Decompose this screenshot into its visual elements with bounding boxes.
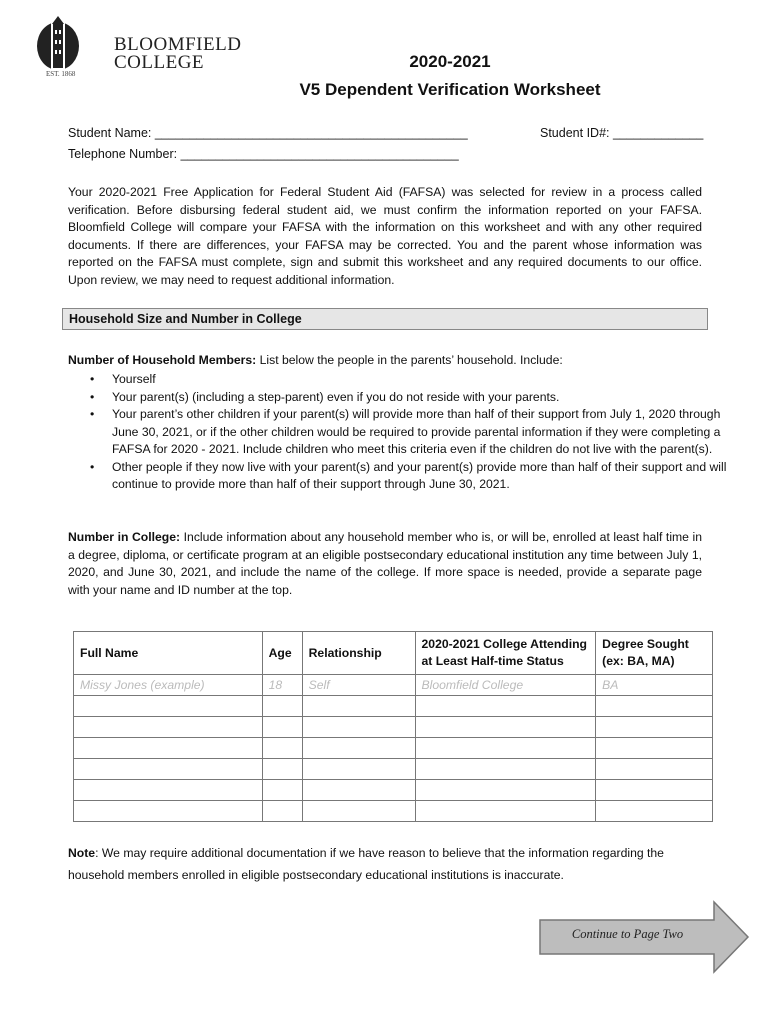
table-cell[interactable] (415, 801, 596, 822)
household-intro (68, 352, 702, 370)
header-college: 2020-2021 College Attending at Least Half-time Status (415, 632, 596, 675)
table-row[interactable] (74, 759, 713, 780)
college-paragraph (68, 529, 702, 599)
table-cell[interactable] (415, 696, 596, 717)
table-cell[interactable] (302, 738, 415, 759)
table-cell[interactable] (74, 738, 263, 759)
header-full-name: Full Name (74, 632, 263, 675)
table-cell[interactable] (74, 801, 263, 822)
college-label: Number in College: (68, 530, 181, 544)
note-text: : We may require additional documentation if we have reason to believe that the information regarding the household members enrolled in eligible postsecondary educational institutions is inaccurate. (68, 846, 664, 882)
household-label: Number of Household Members: (68, 353, 257, 367)
form-year: 2020-2021 (409, 52, 491, 71)
college-text: Include information about any household member who is, or will be, enrolled at least half time in a degree, diploma, or certificate program at an eligible postsecondary educational institution any time between July 1, 2020, and June 30, 2021, and include the name of the college. If more space is needed, provide a separate page with your name and ID number at the top. (68, 530, 702, 597)
table-cell[interactable] (74, 717, 263, 738)
table-cell[interactable] (74, 780, 263, 801)
table-cell[interactable] (596, 717, 713, 738)
table-row[interactable] (74, 801, 713, 822)
household-text: List below the people in the parents’ household. Include: (256, 353, 563, 367)
note-paragraph (68, 842, 708, 886)
table-cell[interactable] (74, 696, 263, 717)
table-cell[interactable] (415, 717, 596, 738)
header-degree: Degree Sought (ex: BA, MA) (596, 632, 713, 675)
table-row[interactable] (74, 738, 713, 759)
logo-line1: BLOOMFIELD (114, 34, 242, 55)
table-cell[interactable] (415, 738, 596, 759)
table-cell[interactable] (596, 696, 713, 717)
table-cell[interactable] (415, 759, 596, 780)
table-cell[interactable] (262, 801, 302, 822)
table-row-example (74, 675, 713, 696)
table-cell[interactable] (415, 780, 596, 801)
table-cell[interactable] (302, 696, 415, 717)
continue-button[interactable]: Continue to Page Two (571, 927, 684, 941)
table-cell[interactable] (302, 717, 415, 738)
logo-est: EST. 1868 (46, 70, 76, 78)
table-header-row (74, 632, 713, 675)
list-item: • Yourself (112, 371, 742, 389)
table-cell[interactable] (596, 738, 713, 759)
table-cell[interactable] (596, 780, 713, 801)
table-cell[interactable] (74, 759, 263, 780)
table-cell[interactable] (262, 780, 302, 801)
table-cell[interactable] (302, 801, 415, 822)
example-relationship: Self (302, 675, 415, 696)
table-cell[interactable] (262, 759, 302, 780)
example-degree: BA (596, 675, 713, 696)
list-item: • Your parent’s other children if your parent(s) will provide more than half of their support from July 1, 2020 through June 30, 2021, or if the other children would be required to provide parental information if they were completing a FAFSA for 2020 - 2021. Include children who meet this criteria even if the children do not live with the parent(s). (112, 406, 742, 459)
intro-paragraph: Your 2020-2021 Free Application for Federal Student Aid (FAFSA) was selected for review in a process called verification. Before disbursing federal student aid, we must confirm the information reported on your FAFSA. Bloomfield College will compare your FAFSA with the information on this worksheet and with any other required documents. If there are differences, your FAFSA may be corrected. You and the parent whose information was reported on the FAFSA must complete, sign and submit this worksheet and any required documents to our office. Upon review, we may need to request additional information. (68, 185, 702, 287)
table-row[interactable] (74, 780, 713, 801)
header-age: Age (262, 632, 302, 675)
table-cell[interactable] (596, 801, 713, 822)
table-cell[interactable] (262, 717, 302, 738)
table-cell[interactable] (262, 696, 302, 717)
header-relationship: Relationship (302, 632, 415, 675)
example-college: Bloomfield College (415, 675, 596, 696)
list-item: • Other people if they now live with your parent(s) and your parent(s) provide more than half of their support and will continue to provide more than half of their support through June 30, 2021. (112, 459, 742, 494)
form-title: V5 Dependent Verification Worksheet (299, 80, 601, 99)
table-cell[interactable] (302, 780, 415, 801)
student-name-field[interactable]: Student Name: _____________________________________________ (68, 126, 468, 140)
table-cell[interactable] (596, 759, 713, 780)
list-item: • Your parent(s) (including a step-parent) even if you do not reside with your parents. (112, 389, 742, 407)
example-name: Missy Jones (example) (74, 675, 263, 696)
household-table (73, 631, 713, 822)
logo-line2: COLLEGE (114, 52, 205, 73)
note-label: Note (68, 846, 96, 860)
table-row[interactable] (74, 717, 713, 738)
table-cell[interactable] (302, 759, 415, 780)
table-row[interactable] (74, 696, 713, 717)
example-age: 18 (262, 675, 302, 696)
student-id-field[interactable]: Student ID#: _____________ (540, 126, 704, 140)
household-list (68, 371, 742, 494)
telephone-field[interactable]: Telephone Number: ________________________________________ (68, 147, 459, 161)
table-cell[interactable] (262, 738, 302, 759)
section-header: Household Size and Number in College (62, 308, 708, 330)
